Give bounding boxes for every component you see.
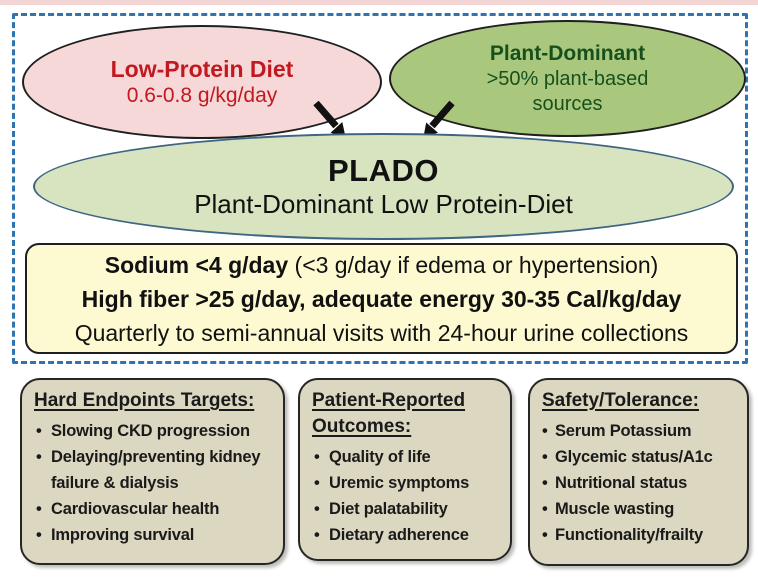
list-item: • Dietary adherence <box>312 522 502 548</box>
patient-reported-outcomes-box <box>298 378 512 561</box>
plado-ellipse <box>33 133 734 240</box>
hard-endpoints-heading: Hard Endpoints Targets: <box>34 390 255 411</box>
guidelines-line1-bold: Sodium <4 g/day <box>104 251 289 278</box>
guidelines-line3: Quarterly to semi-annual visits with 24-hour urine collections <box>74 319 689 346</box>
plado-title: PLADO <box>328 153 439 188</box>
list-item: • Muscle wasting <box>542 496 739 522</box>
low-protein-ellipse <box>22 25 382 139</box>
plant-dominant-ellipse <box>389 20 746 137</box>
low-protein-subtitle: 0.6-0.8 g/kg/day <box>126 84 278 107</box>
list-item: • Quality of life <box>312 444 502 470</box>
top-edge-strip <box>0 0 758 5</box>
low-protein-title: Low-Protein Diet <box>110 56 294 82</box>
hard-endpoints-list <box>34 418 275 548</box>
patient-reported-outcomes-list <box>312 444 502 548</box>
guidelines-line1 <box>105 248 659 282</box>
plant-dominant-line1: >50% plant-based <box>486 67 649 90</box>
plant-dominant-line2: sources <box>532 92 603 115</box>
patient-reported-outcomes-heading: Patient-Reported Outcomes: <box>312 390 466 437</box>
plado-subtitle: Plant-Dominant Low Protein-Diet <box>194 189 573 219</box>
list-item: • Cardiovascular health <box>34 496 263 522</box>
list-item: • Glycemic status/A1c <box>542 444 739 470</box>
list-item: • Serum Potassium <box>542 418 739 444</box>
safety-tolerance-box <box>528 378 749 566</box>
guidelines-line1-regular: (<3 g/day if edema or hypertension) <box>288 251 659 278</box>
list-item: • Uremic symptoms <box>312 470 502 496</box>
list-item: • Nutritional status <box>542 470 739 496</box>
hard-endpoints-box <box>20 378 285 565</box>
guidelines-box <box>25 243 738 354</box>
list-item: • Slowing CKD progression <box>34 418 263 444</box>
safety-tolerance-heading: Safety/Tolerance: <box>542 390 699 411</box>
guidelines-line2: High fiber >25 g/day, adequate energy 30-35 Cal/kg/day <box>81 285 682 312</box>
list-item: • Diet palatability <box>312 496 502 522</box>
list-item: • Functionality/frailty <box>542 522 739 548</box>
list-item: • Delaying/preventing kidney failure & dialysis <box>34 444 263 496</box>
list-item: • Improving survival <box>34 522 263 548</box>
plant-dominant-title: Plant-Dominant <box>489 41 646 65</box>
safety-tolerance-list <box>542 418 739 548</box>
